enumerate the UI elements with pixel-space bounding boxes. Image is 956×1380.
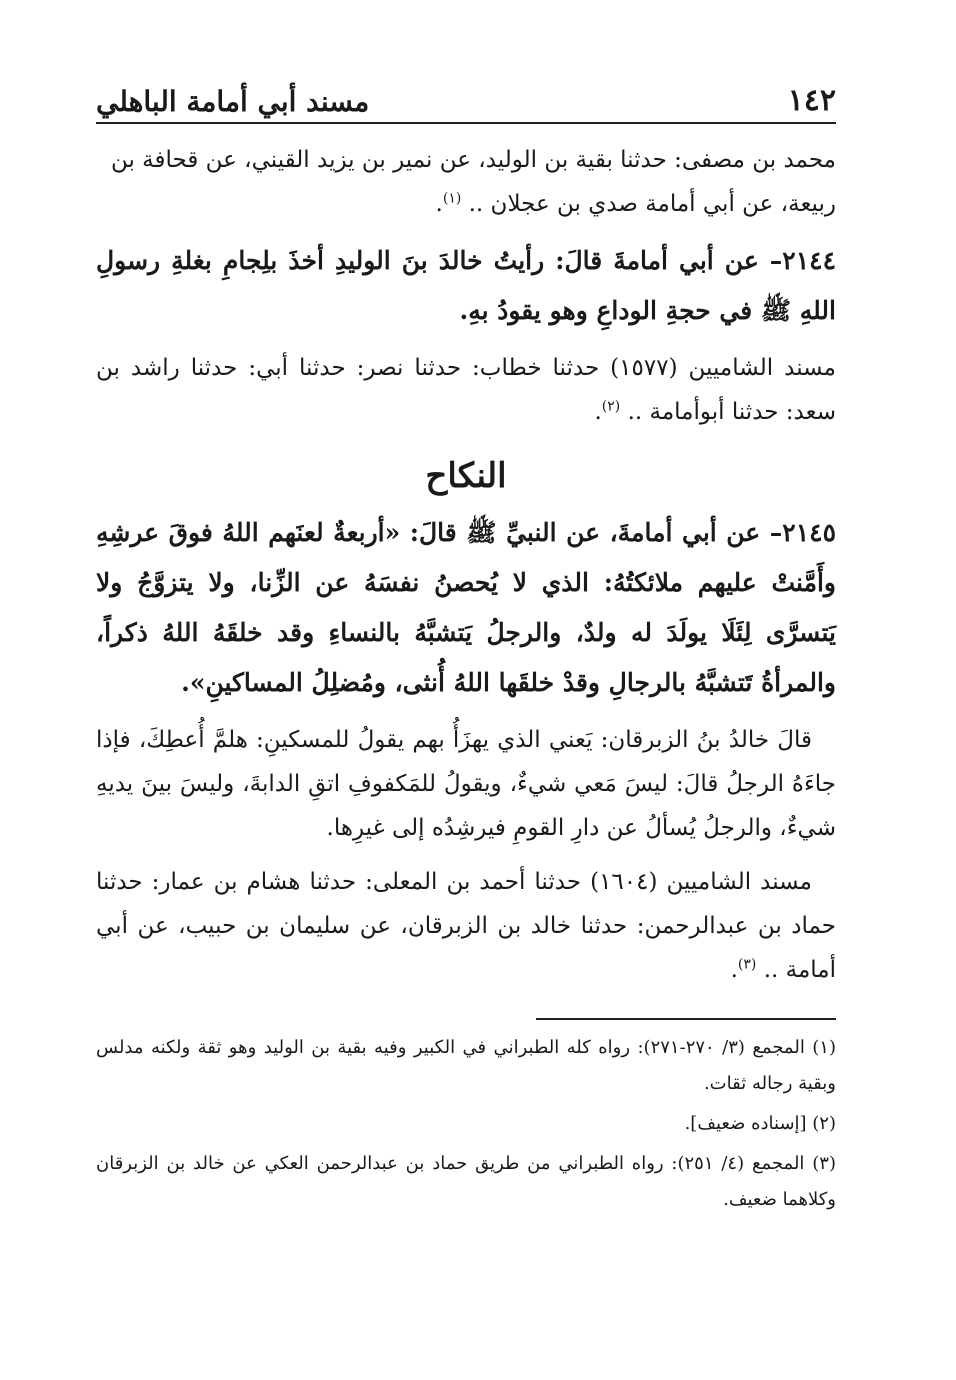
isnad-end-3: . <box>730 957 738 983</box>
commentary-paragraph: قالَ خالدُ بنُ الزبرقان: يَعني الذي يهزَأُ بهم يقولُ للمسكينِ: هلمَّ أُعطِكَ، فإذا جاءَهُ الرجلُ قالَ: ليسَ مَعي شيءٌ، ويقولُ للمَكفوفِ اتقِ الدابةَ، وليسَ بينَ يديهِ شيءٌ، والرجلُ يُسألُ عن دارِ القومِ فيرشِدُه إلى غيرِها. <box>96 727 836 841</box>
isnad-text-3: مسند الشاميين (١٦٠٤) حدثنا أحمد بن المعلى: حدثنا هشام بن عمار: حدثنا حماد بن عبدالرحمن: حدثنا خالد بن الزبرقان، عن سليمان بن حبيب، عن أبي أمامة .. <box>96 869 836 983</box>
isnad-end-2: . <box>594 399 602 425</box>
footnote-2: (٢) [إسناده ضعيف]. <box>684 1113 836 1134</box>
isnad-text-2: مسند الشاميين (١٥٧٧) حدثنا خطاب: حدثنا نصر: حدثنا أبي: حدثنا راشد بن سعد: حدثنا أبوأمامة .. <box>96 355 836 425</box>
isnad-paragraph-2 <box>96 346 836 434</box>
isnad-end-1: . <box>435 191 443 217</box>
footnote-separator <box>536 1018 836 1020</box>
footnotes <box>96 1030 836 1218</box>
book-page <box>96 70 836 1222</box>
footnote-ref-1: (١) <box>442 190 462 207</box>
isnad-paragraph-3 <box>96 860 836 992</box>
footnote-ref-2: (٢) <box>601 398 621 415</box>
footnote-1: (١) المجمع (٣/ ٢٧٠-٢٧١): رواه كله الطبراني في الكبير وفيه بقية بن الوليد وهو ثقة ولكنه مدلس وبقية رجاله ثقات. <box>96 1037 836 1094</box>
isnad-line-1: محمد بن مصفى: حدثنا بقية بن الوليد، عن نمير بن يزيد القيني، عن قحافة بن <box>110 147 836 173</box>
footnote-3: (٣) المجمع (٤/ ٢٥١): رواه الطبراني من طريق حماد بن عبدالرحمن العكي عن خالد بن الزبرقان وكلاهما ضعيف. <box>96 1153 836 1210</box>
hadith-2145: ٢١٤٥– عن أبي أمامةَ، عن النبيِّ ﷺ قالَ: «أربعةٌ لعنَهم اللهُ فوقَ عرشِهِ وأَمَّنتْ عليهم ملائكتُهُ: الذي لا يُحصنُ نفسَهُ عن الزِّنا، ولا يتزوَّجُ ولا يَتسرَّى لِئَلَا يولَدَ له ولدٌ، والرجلُ يَتشبَّهُ بالنساءِ وقد خلقَهُ اللهُ ذكراً، والمرأةُ تَتشبَّهُ بالرجالِ وقدْ خلقَها اللهُ أُنثى، ومُضلِلُ المساكينِ». <box>96 518 836 697</box>
running-title: مسند أبي أمامة الباهلي <box>96 85 370 118</box>
footnote-ref-3: (٣) <box>737 956 757 973</box>
isnad-paragraph-1 <box>96 138 836 226</box>
section-title: النكاح <box>425 456 507 496</box>
page-header <box>96 70 836 124</box>
hadith-2144: ٢١٤٤– عن أبي أمامةَ قالَ: رأيتُ خالدَ بنَ الوليدِ أخذَ بلِجامِ بغلةِ رسولِ اللهِ ﷺ في حجةِ الوداعِ وهو يقودُ بهِ. <box>96 246 836 325</box>
isnad-line-2: ربيعة، عن أبي أمامة صدي بن عجلان .. <box>468 191 836 217</box>
page-number: ١٤٢ <box>787 83 836 118</box>
